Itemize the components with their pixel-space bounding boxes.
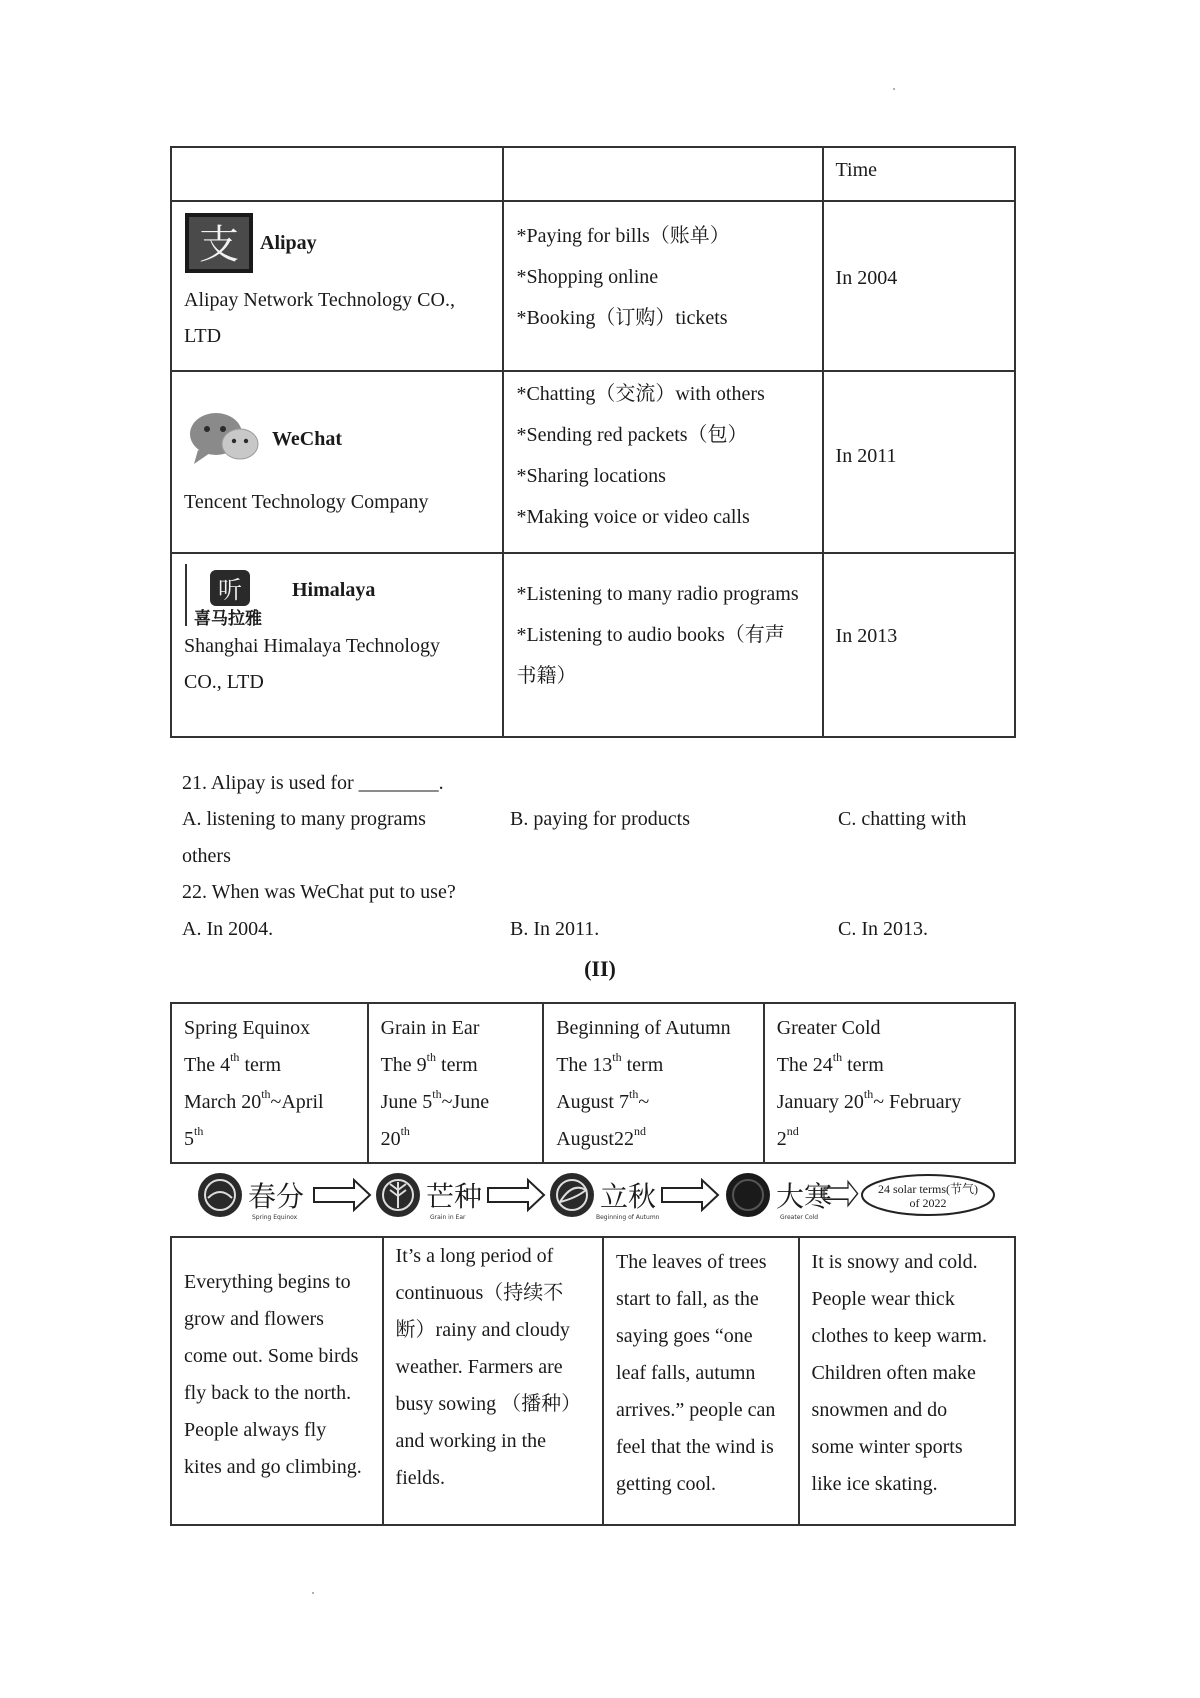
description-line: getting cool. — [616, 1473, 716, 1495]
uses-cell-himalaya — [503, 553, 822, 737]
greater-cold-symbol-icon — [726, 1173, 770, 1217]
arrow-right-icon — [662, 1180, 718, 1210]
description-line: feel that the wind is — [616, 1436, 774, 1458]
use-item: *Listening to audio books（有声 — [516, 624, 785, 646]
use-item: *Listening to many radio programs — [516, 583, 799, 605]
table-row-himalaya — [171, 553, 1015, 737]
scan-speck — [312, 1592, 314, 1594]
company-wechat: Tencent Technology Company — [184, 491, 429, 513]
term-ordinal: The 4th term — [184, 1050, 282, 1076]
use-item: 书籍） — [516, 665, 577, 687]
term-date-end: 5th — [184, 1124, 204, 1150]
description-line: snowmen and do — [811, 1399, 948, 1421]
term-cell-grain-in-ear — [368, 1003, 544, 1163]
question-22-option-c: C. In 2013. — [838, 918, 928, 940]
term-cell-greater-cold — [764, 1003, 1015, 1163]
app-cell-wechat — [171, 371, 503, 553]
strip-term-en: Grain in Ear — [430, 1214, 466, 1221]
app-name-himalaya: Himalaya — [292, 578, 376, 601]
header-cell-app — [171, 147, 503, 201]
question-22: 22. When was WeChat put to use? — [182, 881, 456, 903]
description-line: People wear thick — [811, 1288, 955, 1310]
description-line: It’s a long period of — [395, 1245, 554, 1267]
himalaya-logo-glyph: 听 — [218, 576, 242, 604]
table-row-alipay — [171, 201, 1015, 371]
header-cell-time — [823, 147, 1015, 201]
app-cell-himalaya — [171, 553, 503, 737]
time-alipay: In 2004 — [835, 267, 898, 289]
term-ordinal: The 13th term — [556, 1050, 664, 1076]
header-cell-uses — [503, 147, 822, 201]
solar-terms-strip-graphic — [196, 1168, 1014, 1222]
himalaya-logo-text: 喜马拉雅 — [194, 609, 262, 628]
question-21-option-c-wrap: others — [182, 845, 231, 867]
term-date-end: 20th — [380, 1124, 410, 1150]
strip-term-cn: 春分 — [248, 1180, 305, 1213]
apps-table — [170, 146, 1016, 738]
company-alipay-line1: Alipay Network Technology CO., — [184, 289, 455, 311]
term-name: Spring Equinox — [184, 1017, 311, 1039]
description-line: weather. Farmers are — [395, 1356, 563, 1378]
description-line: and working in the — [395, 1430, 547, 1452]
time-cell-alipay — [823, 201, 1015, 371]
term-ordinal: The 24th term — [776, 1050, 884, 1076]
description-beginning-of-autumn — [603, 1237, 799, 1525]
description-line: kites and go climbing. — [184, 1456, 362, 1478]
description-line: leaf falls, autumn — [616, 1362, 756, 1384]
question-21-option-b: B. paying for products — [510, 808, 690, 830]
header-time-label: Time — [835, 159, 878, 181]
term-cell-beginning-of-autumn — [543, 1003, 764, 1163]
strip-term-en: Spring Equinox — [252, 1214, 298, 1221]
time-wechat: In 2011 — [835, 445, 897, 467]
use-item: *Booking（订购）tickets — [516, 307, 728, 329]
arrow-right-icon — [314, 1180, 370, 1210]
use-item: *Sharing locations — [516, 465, 666, 487]
app-name-wechat: WeChat — [272, 427, 342, 450]
table-row-wechat — [171, 371, 1015, 553]
descriptions-table — [170, 1236, 1016, 1526]
solar-terms-table — [170, 1002, 1016, 1164]
question-22-option-a: A. In 2004. — [182, 918, 274, 940]
description-line: arrives.” people can — [616, 1399, 776, 1421]
question-21-option-a: A. listening to many programs — [182, 808, 426, 830]
descriptions-row — [171, 1237, 1015, 1525]
description-line: continuous（持续不 — [395, 1282, 564, 1304]
description-greater-cold — [799, 1237, 1015, 1525]
question-22-option-b: B. In 2011. — [510, 918, 600, 940]
company-himalaya-line1: Shanghai Himalaya Technology — [184, 635, 440, 657]
description-line: grow and flowers — [184, 1308, 324, 1330]
term-date-end: 2nd — [776, 1124, 799, 1150]
spring-equinox-symbol-icon — [198, 1173, 242, 1217]
arrow-right-icon — [488, 1180, 544, 1210]
description-line: busy sowing （播种） — [395, 1393, 582, 1415]
company-himalaya-line2: CO., LTD — [184, 671, 264, 693]
use-item: *Sending red packets（包） — [516, 424, 748, 446]
strip-term-en: Beginning of Autumn — [596, 1214, 660, 1221]
term-date: August 7th~ — [556, 1087, 650, 1113]
use-item: *Making voice or video calls — [516, 506, 750, 528]
grain-in-ear-symbol-icon — [376, 1173, 420, 1217]
term-name: Beginning of Autumn — [556, 1017, 731, 1039]
term-date: June 5th~June — [380, 1087, 490, 1113]
wechat-logo-icon — [184, 408, 264, 470]
section-heading: (II) — [584, 956, 616, 981]
strip-term-cn: 大寒 — [776, 1180, 833, 1213]
himalaya-logo-icon — [184, 562, 278, 628]
svg-text:支: 支 — [199, 222, 239, 268]
solar-terms-row — [171, 1003, 1015, 1163]
description-line: Everything begins to — [184, 1271, 351, 1293]
badge-line1: 24 solar terms(节气) — [878, 1182, 978, 1196]
strip-term-en: Greater Cold — [780, 1214, 819, 1221]
description-line: start to fall, as the — [616, 1288, 759, 1310]
term-date-end: August22nd — [556, 1124, 646, 1150]
question-21: 21. Alipay is used for ________. — [182, 772, 444, 794]
description-line: clothes to keep warm. — [811, 1325, 988, 1347]
strip-term-cn: 立秋 — [600, 1180, 657, 1213]
uses-cell-wechat — [503, 371, 822, 553]
time-cell-wechat — [823, 371, 1015, 553]
strip-term-cn: 芒种 — [426, 1180, 483, 1213]
badge-line2: of 2022 — [909, 1196, 947, 1210]
uses-cell-alipay — [503, 201, 822, 371]
description-line: come out. Some birds — [184, 1345, 359, 1367]
term-name: Grain in Ear — [380, 1017, 480, 1039]
time-cell-himalaya — [823, 553, 1015, 737]
description-line: like ice skating. — [811, 1473, 938, 1495]
scan-speck — [893, 88, 895, 90]
term-date: March 20th~April — [184, 1087, 324, 1113]
term-cell-spring-equinox — [171, 1003, 368, 1163]
alipay-logo-icon — [184, 212, 254, 274]
description-line: fly back to the north. — [184, 1382, 352, 1404]
term-ordinal: The 9th term — [380, 1050, 478, 1076]
beginning-of-autumn-symbol-icon — [550, 1173, 594, 1217]
time-himalaya: In 2013 — [835, 625, 898, 647]
company-alipay-line2: LTD — [184, 325, 222, 347]
term-name: Greater Cold — [776, 1017, 881, 1039]
question-21-option-c: C. chatting with — [838, 808, 967, 830]
term-date: January 20th~ February — [776, 1087, 962, 1113]
use-item: *Paying for bills（账单） — [516, 225, 730, 247]
description-grain-in-ear — [383, 1237, 603, 1525]
description-line: saying goes “one — [616, 1325, 753, 1347]
solar-terms-strip — [196, 1168, 1014, 1222]
description-line: The leaves of trees — [616, 1251, 767, 1273]
app-name-alipay: Alipay — [260, 231, 317, 254]
use-item: *Chatting（交流）with others — [516, 383, 765, 405]
description-line: fields. — [395, 1467, 445, 1489]
description-line: Children often make — [811, 1362, 976, 1384]
description-line: It is snowy and cold. — [811, 1251, 978, 1273]
apps-table-header — [171, 147, 1015, 201]
use-item: *Shopping online — [516, 266, 659, 288]
app-cell-alipay — [171, 201, 503, 371]
description-line: 断）rainy and cloudy — [395, 1319, 570, 1341]
description-line: some winter sports — [811, 1436, 963, 1458]
description-line: People always fly — [184, 1419, 327, 1441]
description-spring-equinox — [171, 1237, 383, 1525]
